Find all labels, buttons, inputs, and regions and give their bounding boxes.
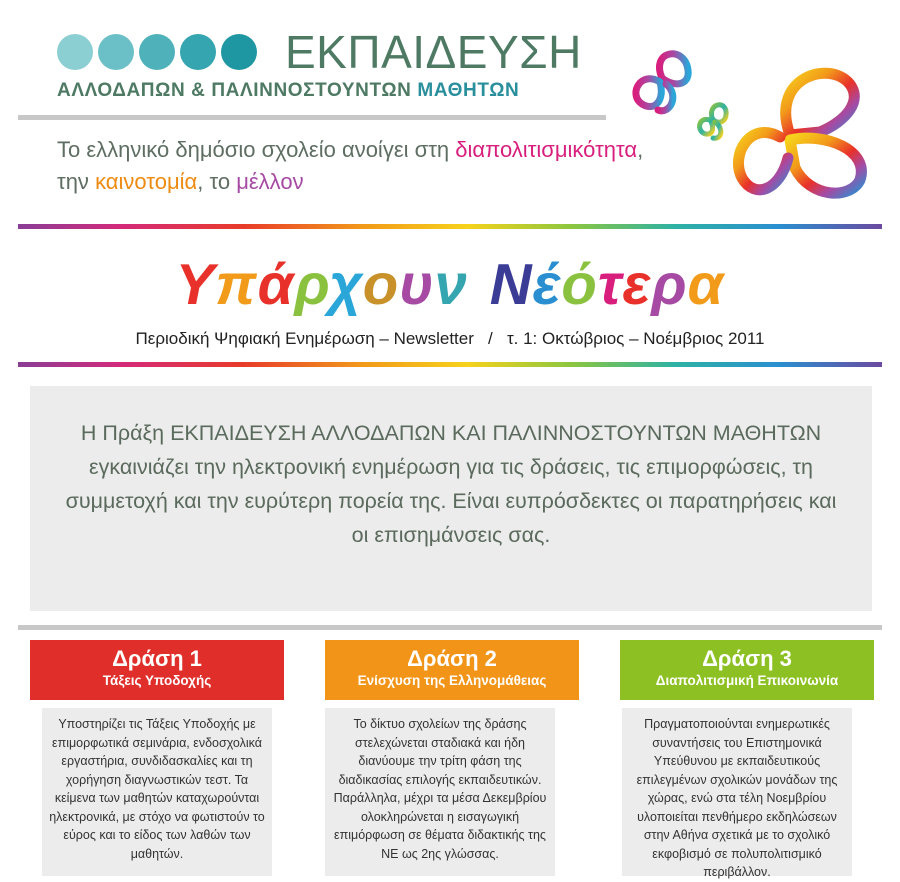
action-1-text: Υποστηρίζει τις Τάξεις Υποδοχής με επιμορφωτικά σεμινάρια, ενδοσχολικά εργαστήρια, συνδιδασκαλίες και τη χορήγηση διαγνωστικών τεστ. Τα κείμενα των μαθητών καταχωρούνται ηλεκτρονικά, με στόχο να φωτιστούν το εύρος και το είδος των λαθών των μαθητών.	[49, 717, 265, 861]
action-2-subtitle: Ενίσχυση της Ελληνομάθειας	[357, 673, 547, 688]
title-letter: υ	[399, 252, 435, 317]
newsletter-title	[0, 252, 900, 318]
action-1-panel	[42, 708, 272, 876]
intro-text: Η Πράξη ΕΚΠΑΙΔΕΥΣΗ ΑΛΛΟΔΑΠΩΝ ΚΑΙ ΠΑΛΙΝΝΟΣΤΟΥΝΤΩΝ ΜΑΘΗΤΩΝ εγκαινιάζει την ηλεκτρονική ενημέρωση για τις δράσεις, τις επιμορφώσεις, τη συμμετοχή και την ευρύτερη πορεία της. Είναι ευπρόσδεκτες οι παρατηρήσεις και οι επισημάνσεις σας.	[65, 421, 837, 547]
section-divider	[18, 625, 882, 630]
tagline-text: , το	[197, 169, 231, 194]
action-1-title: Δράση 1	[112, 646, 202, 671]
tagline-text: την	[57, 169, 89, 194]
title-letter: Ν	[489, 252, 533, 317]
issue-line: Περιοδική Ψηφιακή Ενημέρωση – Newsletter / τ. 1: Οκτώβριος – Νοέμβριος 2011	[135, 329, 765, 348]
program-title: ΕΚΠΑΙΔΕΥΣΗ	[285, 26, 582, 78]
program-subtitle	[57, 80, 519, 102]
title-letter: ο	[362, 252, 400, 317]
subtitle-part2: ΜΑΘΗΤΩΝ	[417, 80, 520, 101]
logo-dot	[221, 34, 257, 70]
action-2-panel	[325, 708, 555, 876]
title-letter: ρ	[294, 252, 330, 317]
logo-dot	[98, 34, 134, 70]
action-3-title: Δράση 3	[702, 646, 792, 671]
action-1-header	[30, 640, 284, 700]
action-2-header	[325, 640, 579, 700]
subtitle-part1: ΑΛΛΟΔΑΠΩΝ & ΠΑΛΙΝΝΟΣΤΟΥΝΤΩΝ	[57, 80, 412, 101]
title-letter: π	[215, 252, 258, 317]
tagline-text: Το ελληνικό δημόσιο σχολείο ανοίγει στη	[57, 137, 450, 162]
rainbow-divider	[18, 224, 882, 229]
title-letter: ά	[257, 252, 295, 317]
logo-dot	[139, 34, 175, 70]
header-divider	[18, 115, 606, 120]
action-2-title: Δράση 2	[407, 646, 497, 671]
tagline	[57, 134, 643, 198]
butterfly-logo-icon	[620, 40, 890, 210]
title-letter: α	[687, 252, 725, 317]
action-3-header	[620, 640, 874, 700]
title-letter: ρ	[651, 252, 688, 317]
tagline-highlight: διαπολιτισμικότητα	[455, 137, 638, 162]
title-letter: ε	[622, 252, 652, 317]
action-3-panel	[622, 708, 852, 879]
tagline-highlight: μέλλον	[236, 169, 304, 194]
title-letter: τ	[597, 252, 623, 317]
title-letter: ν	[434, 252, 468, 317]
logo-dots	[57, 34, 257, 70]
title-letter: Υ	[175, 252, 216, 317]
tagline-highlight: καινοτομία	[95, 169, 198, 194]
title-letter: ό	[561, 252, 598, 317]
logo-dot	[57, 34, 93, 70]
action-2-text: Το δίκτυο σχολείων της δράσης στελεχώνεται σταδιακά και ήδη διανύουμε την τρίτη φάση της διαδικασίας επιλογής εκπαιδευτικών. Παράλληλα, μέχρι τα μέσα Δεκεμβρίου ολοκληρώνεται η εισαγωγική επιμόρφωση σε θέματα διδακτικής της ΝΕ ως 2ης γλώσσας.	[333, 717, 547, 861]
action-1-subtitle: Τάξεις Υποδοχής	[102, 673, 212, 688]
title-letter: χ	[329, 252, 363, 317]
action-3-text: Πραγματοποιούνται ενημερωτικές συναντήσεις του Επιστημονικά Υπεύθυνου με εκπαιδευτικούς επιλεγμένων σχολικών μονάδων της χώρας, ενώ στα τέλη Νοεμβρίου υλοποιείται πενθήμερο εκδηλώσεων στην Αθήνα σχετικά με το σχολικό εκφοβισμό σε πολυπολιτισμικό περιβάλλον.	[636, 717, 838, 879]
action-3-subtitle: Διαπολιτισμική Επικοινωνία	[655, 673, 839, 688]
title-letter: έ	[532, 252, 562, 317]
rainbow-divider	[18, 362, 882, 367]
tagline-text: ,	[637, 137, 644, 162]
logo-dot	[180, 34, 216, 70]
